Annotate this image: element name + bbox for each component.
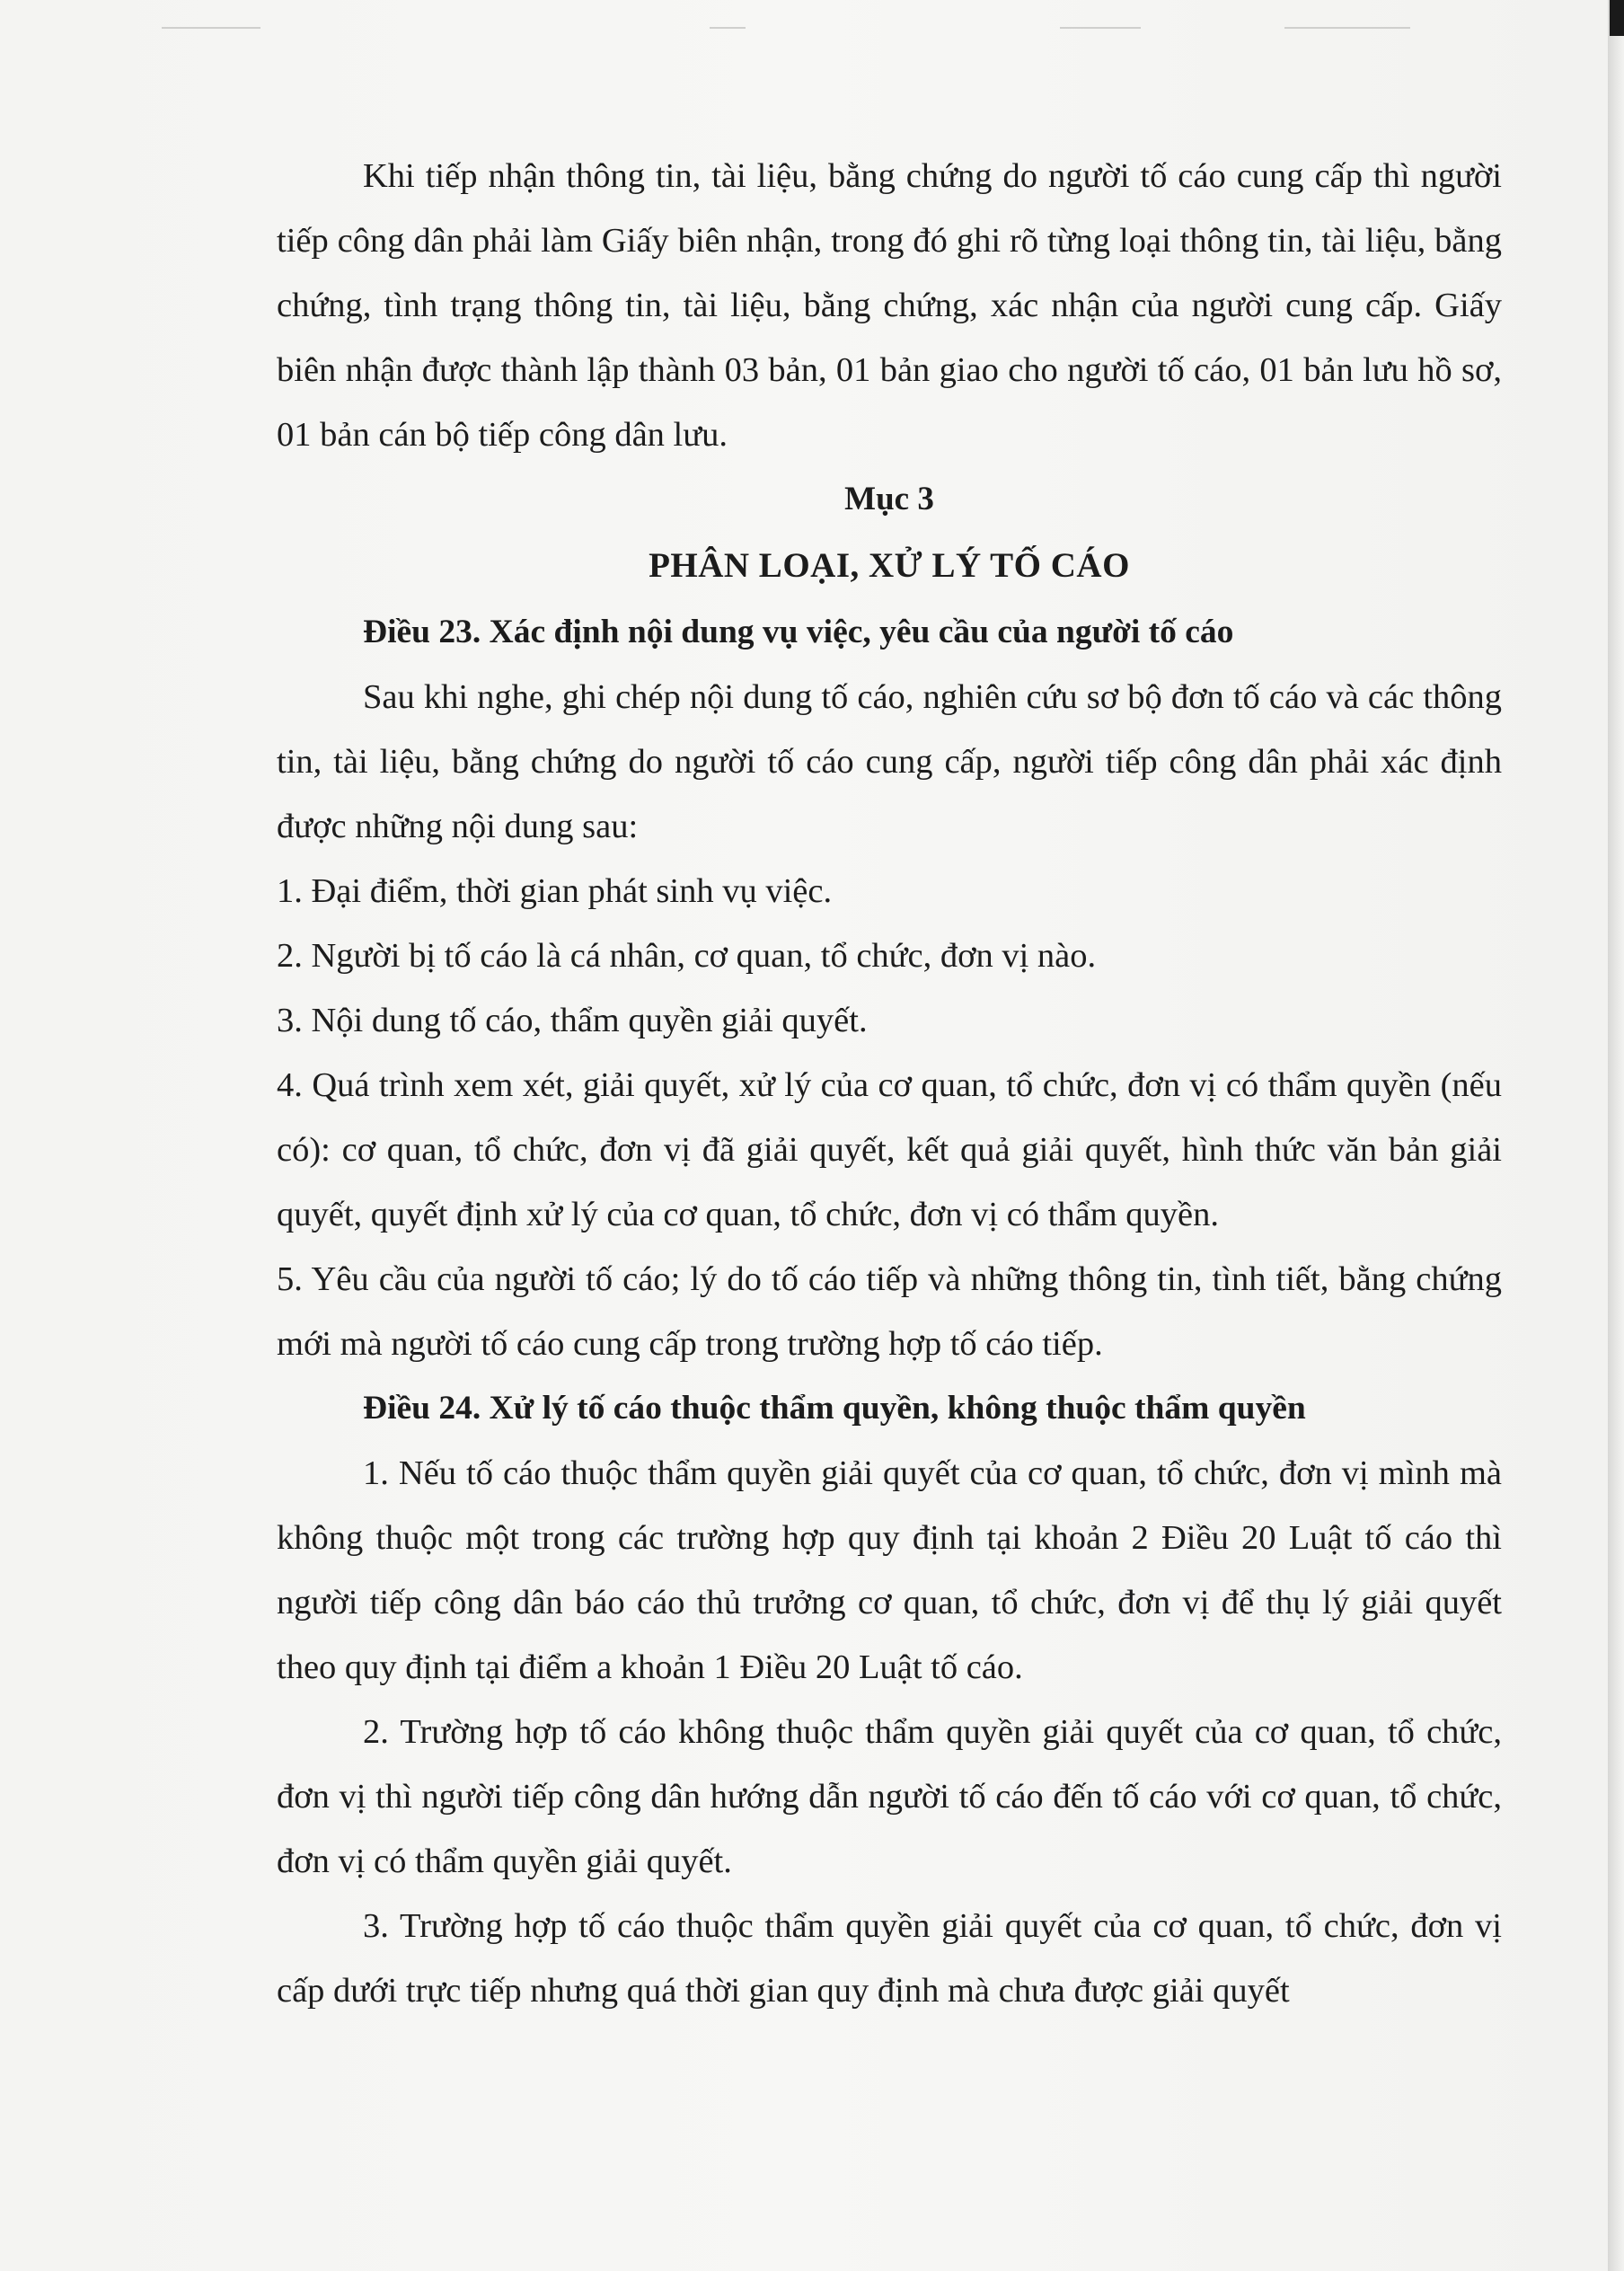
top-scan-line xyxy=(1284,27,1410,29)
intro-paragraph: Khi tiếp nhận thông tin, tài liệu, bằng chứng do người tố cáo cung cấp thì người tiếp công dân phải làm Giấy biên nhận, trong đó ghi rõ từng loại thông tin, tài liệu, bằng chứng, tình trạng thông tin, tài liệu, bằng chứng, xác nhận của người cung cấp. Giấy biên nhận được thành lập thành 03 bản, 01 bản giao cho người tố cáo, 01 bản lưu hồ sơ, 01 bản cán bộ tiếp công dân lưu. xyxy=(277,157,1502,454)
article-23-item: 4. Quá trình xem xét, giải quyết, xử lý của cơ quan, tổ chức, đơn vị có thẩm quyền (nếu có): cơ quan, tổ chức, đơn vị đã giải quyết, kết quả giải quyết, hình thức văn bản giải quyết, quyết định xử lý của cơ quan, tổ chức, đơn vị có thẩm quyền. xyxy=(277,1066,1502,1233)
article-24-heading: Điều 24. Xử lý tố cáo thuộc thẩm quyền, không thuộc thẩm quyền xyxy=(363,1390,1306,1427)
section-label: Mục 3 xyxy=(844,481,934,517)
document-body xyxy=(277,144,1502,2023)
article-23-intro: Sau khi nghe, ghi chép nội dung tố cáo, nghiên cứu sơ bộ đơn tố cáo và các thông tin, tài liệu, bằng chứng do người tố cáo cung cấp, người tiếp công dân phải xác định được những nội dung sau: xyxy=(277,678,1502,845)
article-23-heading: Điều 23. Xác định nội dung vụ việc, yêu cầu của người tố cáo xyxy=(363,614,1234,650)
top-scan-line xyxy=(1060,27,1141,29)
article-23-item: 3. Nội dung tố cáo, thẩm quyền giải quyết. xyxy=(277,1002,868,1039)
top-scan-line xyxy=(162,27,260,29)
scan-corner-mark xyxy=(1610,0,1624,36)
section-title: PHÂN LOẠI, XỬ LÝ TỐ CÁO xyxy=(649,546,1130,585)
page-edge-shadow xyxy=(1608,0,1624,2271)
article-23-item: 1. Đại điểm, thời gian phát sinh vụ việc. xyxy=(277,872,833,910)
article-24-item: 2. Trường hợp tố cáo không thuộc thẩm quyền giải quyết của cơ quan, tổ chức, đơn vị thì người tiếp công dân hướng dẫn người tố cáo đến tố cáo với cơ quan, tổ chức, đơn vị có thẩm quyền giải quyết. xyxy=(277,1713,1502,1880)
article-24-item: 3. Trường hợp tố cáo thuộc thẩm quyền giải quyết của cơ quan, tổ chức, đơn vị cấp dưới trực tiếp nhưng quá thời gian quy định mà chưa được giải quyết xyxy=(277,1907,1502,2010)
article-24-item: 1. Nếu tố cáo thuộc thẩm quyền giải quyết của cơ quan, tổ chức, đơn vị mình mà không thuộc một trong các trường hợp quy định tại khoản 2 Điều 20 Luật tố cáo thì người tiếp công dân báo cáo thủ trưởng cơ quan, tổ chức, đơn vị để thụ lý giải quyết theo quy định tại điểm a khoản 1 Điều 20 Luật tố cáo. xyxy=(277,1454,1502,1686)
article-23-item: 5. Yêu cầu của người tố cáo; lý do tố cáo tiếp và những thông tin, tình tiết, bằng chứng mới mà người tố cáo cung cấp trong trường hợp tố cáo tiếp. xyxy=(277,1260,1502,1363)
top-scan-line xyxy=(710,27,746,29)
article-23-item: 2. Người bị tố cáo là cá nhân, cơ quan, tổ chức, đơn vị nào. xyxy=(277,937,1097,975)
